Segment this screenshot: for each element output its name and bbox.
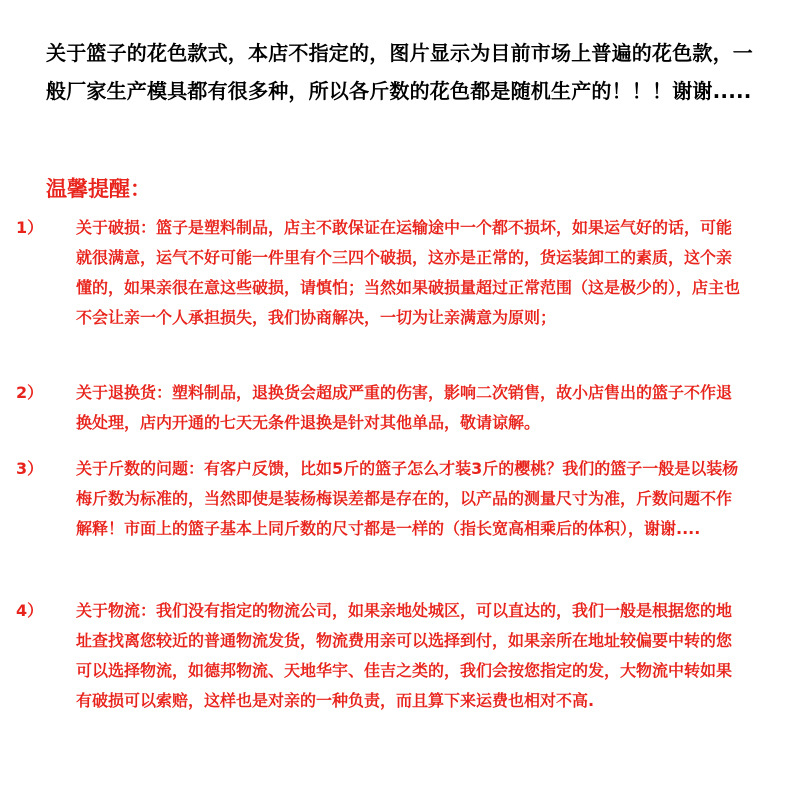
note-text: 关于斤数的问题：有客户反馈，比如5斤的篮子怎么才装3斤的樱桃？我们的篮子一般是以装杨梅斤数为标准的，当然即使是装杨梅误差都是存在的，以产品的测量尺寸为准，斤数问题不作解释！市面上的篮子基本上同斤数的尺寸都是一样的（指长宽高相乘后的体积），谢谢.... (76, 459, 739, 538)
reminder-title: 温馨提醒： (46, 177, 151, 201)
note-number: 2） (16, 383, 44, 402)
note-number: 3） (16, 459, 44, 478)
note-text: 关于破损：篮子是塑料制品，店主不敢保证在运输途中一个都不损坏，如果运气好的话，可能就很满意，运气不好可能一件里有个三四个破损，这亦是正常的，货运装卸工的素质，这个亲懂的，如果亲很在意这些破损，请慎怕；当然如果破损量超过正常范围（这是极少的），店主也不会让亲一个人承担损失，我们协商解决，一切为让亲满意为原则； (76, 218, 741, 327)
note-item-returns (16, 378, 746, 438)
note-text: 关于退换货：塑料制品，退换货会超成严重的伤害，影响二次销售，故小店售出的篮子不作退换处理，店内开通的七天无条件退换是针对其他单品，敬请谅解。 (76, 383, 733, 432)
note-item-weight (16, 454, 746, 544)
note-text: 关于物流：我们没有指定的物流公司，如果亲地处城区，可以直达的，我们一般是根据您的地址查找离您较近的普通物流发货，物流费用亲可以选择到付，如果亲所在地址较偏要中转的您可以选择物流，如德邦物流、天地华宇、佳吉之类的，我们会按您指定的发，大物流中转如果有破损可以索赔，这样也是对亲的一种负责，而且算下来运费也相对不高. (76, 601, 733, 710)
note-number: 1） (16, 218, 44, 237)
note-number: 4） (16, 601, 44, 620)
note-item-logistics (16, 596, 746, 716)
intro-paragraph: 关于篮子的花色款式，本店不指定的，图片显示为目前市场上普遍的花色款，一般厂家生产模具都有很多种，所以各斤数的花色都是随机生产的！！！谢谢..... (46, 41, 753, 103)
note-item-damage (16, 213, 746, 333)
